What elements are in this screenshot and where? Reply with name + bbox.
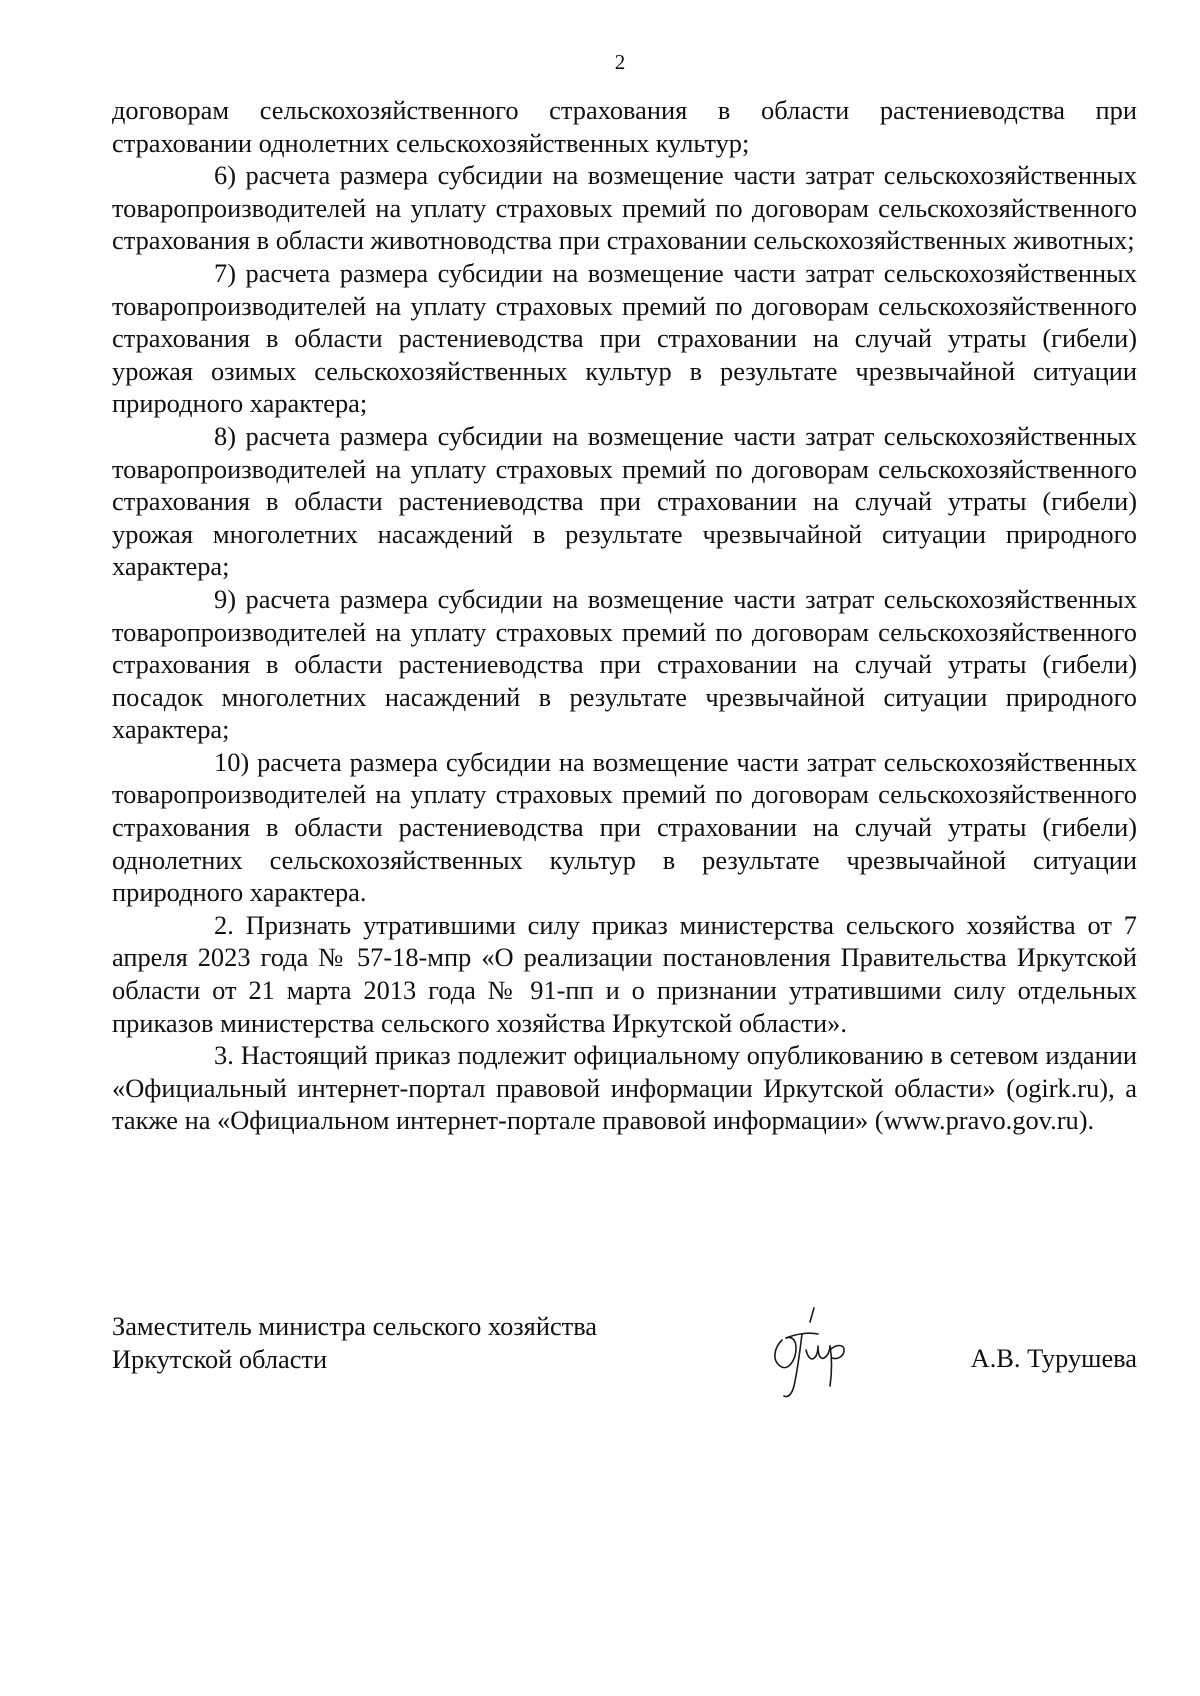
list-item-7: 7) расчета размера субсидии на возмещение части затрат сельскохозяйственных товаропроизводителей на уплату страховых премий по договорам сельскохозяйственного страхования в области растениеводства при страховании на случай утраты (гибели) урожая озимых сельскохозяйственных культур в результате чрезвычайной ситуации природного характера;	[112, 257, 1137, 419]
handwritten-signature	[752, 1300, 862, 1410]
document-body	[112, 94, 1137, 1137]
signer-position-line-1: Заместитель министра сельского хозяйства	[112, 1311, 598, 1341]
paragraph-continuation: договорам сельскохозяйственного страхования в области растениеводства при страховании однолетних сельскохозяйственных культур;	[112, 95, 1137, 158]
list-item-6: 6) расчета размера субсидии на возмещение части затрат сельскохозяйственных товаропроизводителей на уплату страховых премий по договорам сельскохозяйственного страхования в области животноводства при страховании сельскохозяйственных животных;	[112, 160, 1137, 256]
signature-block	[112, 1310, 1137, 1420]
signer-position	[112, 1310, 597, 1375]
signer-name: А.В. Турушева	[970, 1343, 1137, 1373]
list-item-10: 10) расчета размера субсидии на возмещение части затрат сельскохозяйственных товаропроизводителей на уплату страховых премий по договорам сельскохозяйственного страхования в области растениеводства при страховании на случай утраты (гибели) однолетних сельскохозяйственных культур в результате чрезвычайной ситуации природного характера.	[112, 746, 1137, 908]
clause-2: 2. Признать утратившими силу приказ министерства сельского хозяйства от 7 апреля 2023 года № 57-18-мпр «О реализации постановления Правительства Иркутской области от 21 марта 2013 года № 91-пп и о признании утратившими силу отдельных приказов министерства сельского хозяйства Иркутской области».	[112, 909, 1137, 1038]
page-number: 2	[614, 50, 626, 74]
signer-position-line-2: Иркутской области	[112, 1343, 328, 1374]
list-item-8: 8) расчета размера субсидии на возмещение части затрат сельскохозяйственных товаропроизводителей на уплату страховых премий по договорам сельскохозяйственного страхования в области растениеводства при страховании на случай утраты (гибели) урожая многолетних насаждений в результате чрезвычайной ситуации природного характера;	[112, 420, 1137, 582]
list-item-9: 9) расчета размера субсидии на возмещение части затрат сельскохозяйственных товаропроизводителей на уплату страховых премий по договорам сельскохозяйственного страхования в области растениеводства при страховании на случай утраты (гибели) посадок многолетних насаждений в результате чрезвычайной ситуации природного характера;	[112, 583, 1137, 745]
clause-3: 3. Настоящий приказ подлежит официальному опубликованию в сетевом издании «Официальный интернет-портал правовой информации Иркутской области» (ogirk.ru), а также на «Официальном интернет-портале правовой информации» (www.pravo.gov.ru).	[112, 1040, 1137, 1136]
